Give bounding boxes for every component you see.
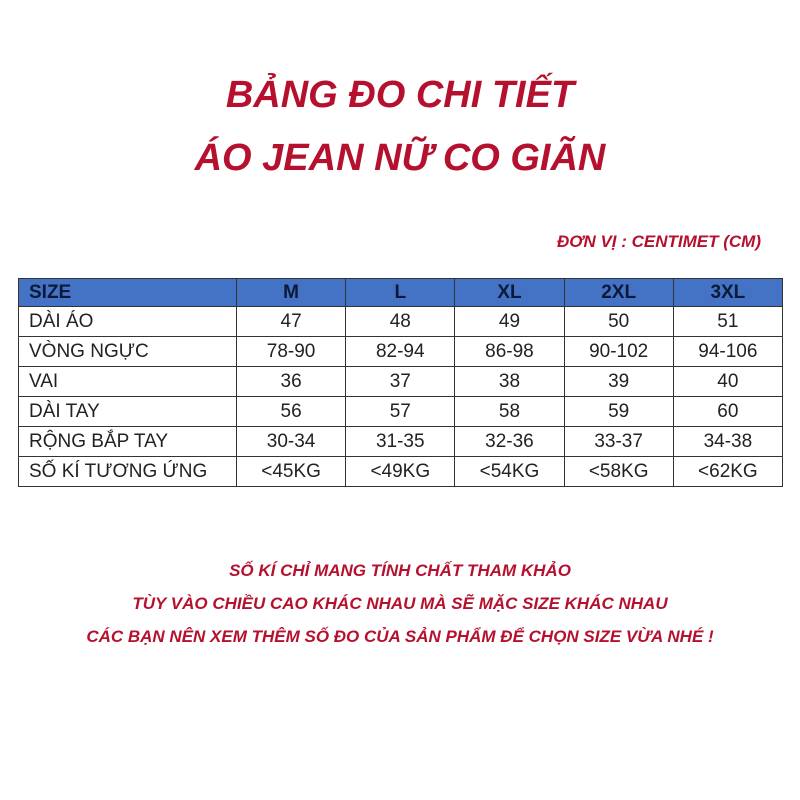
table-cell: 78-90 (237, 337, 346, 367)
table-cell: 58 (455, 397, 564, 427)
table-cell: 60 (673, 397, 782, 427)
size-chart-table (18, 278, 783, 487)
table-cell: 86-98 (455, 337, 564, 367)
table-cell: <54KG (455, 457, 564, 487)
table-row (19, 397, 783, 427)
table-cell: 59 (564, 397, 673, 427)
table-cell: <49KG (346, 457, 455, 487)
header-size-label: SIZE (19, 279, 237, 307)
note-height-varies: TÙY VÀO CHIỀU CAO KHÁC NHAU MÀ SẼ MẶC SIZE KHÁC NHAU (132, 594, 668, 613)
row-label: RỘNG BẮP TAY (19, 427, 237, 457)
header-size-m: M (237, 279, 346, 307)
header-size-l: L (346, 279, 455, 307)
table-cell: 94-106 (673, 337, 782, 367)
table-header-row (19, 279, 783, 307)
table-cell: 39 (564, 367, 673, 397)
table-cell: 32-36 (455, 427, 564, 457)
note-weight-reference: SỐ KÍ CHỈ MANG TÍNH CHẤT THAM KHẢO (229, 561, 571, 580)
table-cell: 33-37 (564, 427, 673, 457)
row-label: SỐ KÍ TƯƠNG ỨNG (19, 457, 237, 487)
table-cell: 34-38 (673, 427, 782, 457)
table-row (19, 337, 783, 367)
table-cell: 37 (346, 367, 455, 397)
table-row (19, 367, 783, 397)
row-label: VÒNG NGỰC (19, 337, 237, 367)
row-label: DÀI TAY (19, 397, 237, 427)
table-cell: 48 (346, 307, 455, 337)
table-row (19, 457, 783, 487)
table-cell: 47 (237, 307, 346, 337)
note-check-measurements: CÁC BẠN NÊN XEM THÊM SỐ ĐO CỦA SẢN PHẨM ĐỂ CHỌN SIZE VỪA NHÉ ! (86, 627, 714, 646)
table-cell: 50 (564, 307, 673, 337)
table-row (19, 307, 783, 337)
table-cell: <45KG (237, 457, 346, 487)
row-label: VAI (19, 367, 237, 397)
table-cell: 57 (346, 397, 455, 427)
table-cell: 31-35 (346, 427, 455, 457)
table-cell: 36 (237, 367, 346, 397)
row-label: DÀI ÁO (19, 307, 237, 337)
table-cell: 49 (455, 307, 564, 337)
table-cell: <58KG (564, 457, 673, 487)
table-cell: 30-34 (237, 427, 346, 457)
table-row (19, 427, 783, 457)
header-size-xl: XL (455, 279, 564, 307)
table-cell: 90-102 (564, 337, 673, 367)
title-line-2: ÁO JEAN NỮ CO GIÃN (194, 137, 606, 179)
unit-label: ĐƠN VỊ : CENTIMET (CM) (556, 232, 761, 251)
table-cell: 38 (455, 367, 564, 397)
table-cell: 56 (237, 397, 346, 427)
table-cell: 40 (673, 367, 782, 397)
table-cell: <62KG (673, 457, 782, 487)
title-line-1: BẢNG ĐO CHI TIẾT (225, 74, 575, 116)
table-cell: 51 (673, 307, 782, 337)
header-size-2xl: 2XL (564, 279, 673, 307)
header-size-3xl: 3XL (673, 279, 782, 307)
table-cell: 82-94 (346, 337, 455, 367)
